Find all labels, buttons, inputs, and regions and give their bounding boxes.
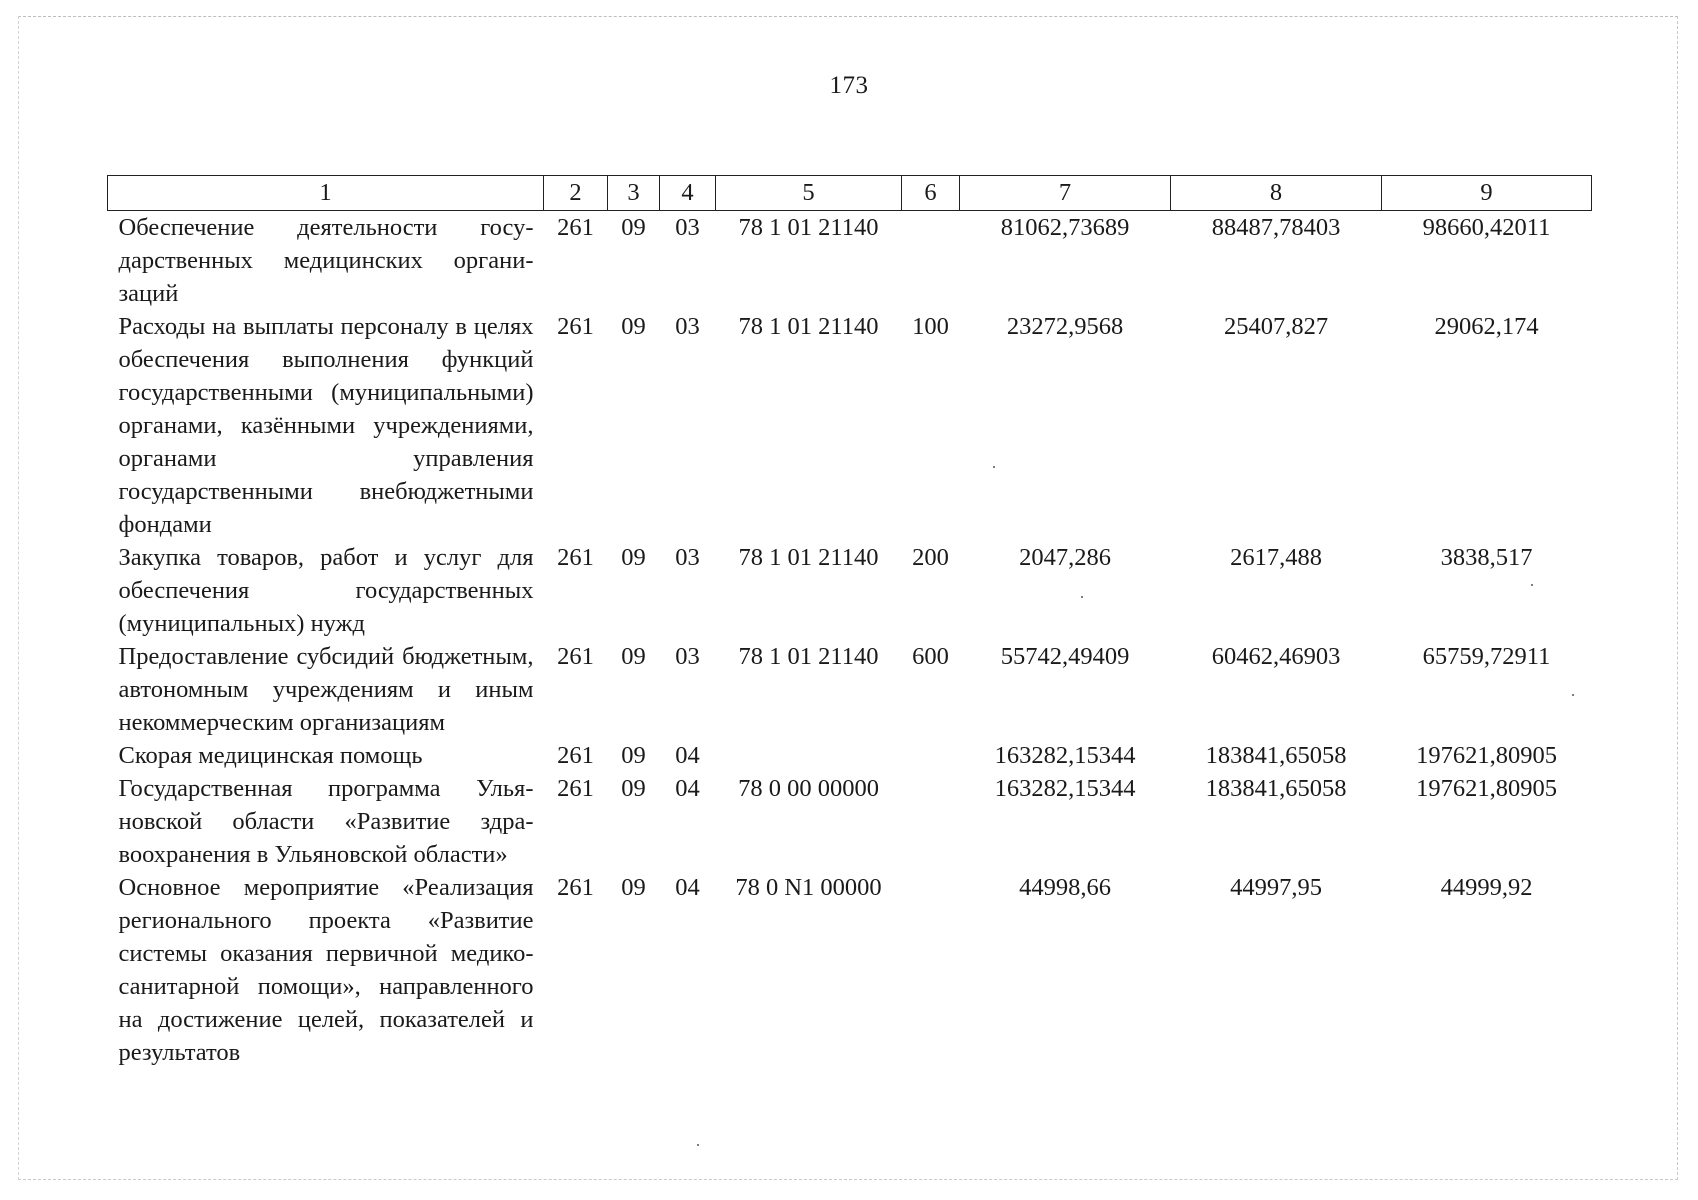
row-description: Государственная программа Ульяновской области «Развитие здравоохранения в Ульяновской области» <box>118 775 534 868</box>
row-amount-col7: 44998,66 <box>1019 874 1111 901</box>
row-description: Предоставление субсидий бюджетным, автономным учреждениям и иным некоммерческим организациям <box>118 643 534 736</box>
column-header-2: 2 <box>544 176 608 211</box>
row-section-code: 09 <box>621 313 646 340</box>
row-amount-col7: 163282,15344 <box>994 742 1136 769</box>
row-amount-col9: 197621,80905 <box>1416 742 1557 769</box>
row-amount-col8: 183841,65058 <box>1205 775 1347 802</box>
row-amount-col7: 2047,286 <box>1019 544 1111 571</box>
scan-speck <box>1531 584 1533 586</box>
scan-speck <box>697 1144 699 1146</box>
row-section-code: 09 <box>621 214 646 241</box>
scan-speck <box>1572 694 1574 696</box>
row-expense-type <box>902 871 960 1069</box>
row-subsection-code: 03 <box>675 643 700 670</box>
table-row <box>108 640 1592 739</box>
row-ministry-code: 261 <box>557 742 594 769</box>
row-subsection-code: 04 <box>675 742 700 769</box>
row-target-article: 78 1 01 21140 <box>738 544 879 571</box>
column-header-5: 5 <box>716 176 902 211</box>
row-amount-col9: 3838,517 <box>1440 544 1533 571</box>
header-row <box>108 176 1592 211</box>
row-expense-type <box>902 772 960 871</box>
row-subsection-code: 04 <box>675 775 700 802</box>
column-header-1: 1 <box>108 176 544 211</box>
scan-speck <box>1081 596 1083 598</box>
table-row <box>108 211 1592 311</box>
row-subsection-code: 03 <box>675 313 700 340</box>
row-target-article: 78 1 01 21140 <box>738 313 879 340</box>
row-ministry-code: 261 <box>557 643 594 670</box>
row-target-article: 78 0 N1 00000 <box>735 874 882 901</box>
row-expense-type <box>902 211 960 311</box>
row-amount-col9: 197621,80905 <box>1416 775 1557 802</box>
row-amount-col9: 65759,72911 <box>1422 643 1551 670</box>
row-subsection-code: 03 <box>675 544 700 571</box>
table-row <box>108 772 1592 871</box>
row-amount-col8: 60462,46903 <box>1211 643 1341 670</box>
row-ministry-code: 261 <box>557 775 594 802</box>
column-header-9: 9 <box>1382 176 1592 211</box>
row-expense-type <box>902 739 960 772</box>
row-target-article: 78 1 01 21140 <box>738 643 879 670</box>
row-amount-col9: 29062,174 <box>1434 313 1539 340</box>
column-header-4: 4 <box>660 176 716 211</box>
row-ministry-code: 261 <box>557 544 594 571</box>
row-target-article: 78 0 00 00000 <box>738 775 879 802</box>
row-expense-type: 600 <box>912 643 949 670</box>
table-row <box>108 541 1592 640</box>
row-expense-type: 100 <box>912 313 949 340</box>
row-amount-col7: 163282,15344 <box>994 775 1136 802</box>
column-header-6: 6 <box>902 176 960 211</box>
row-amount-col8: 88487,78403 <box>1211 214 1341 241</box>
table-row <box>108 871 1592 1069</box>
row-section-code: 09 <box>621 874 646 901</box>
scan-speck <box>993 466 995 468</box>
row-description: Скорая медицинская помощь <box>118 742 423 769</box>
table-row <box>108 310 1592 541</box>
page-number: 173 <box>829 72 869 99</box>
row-expense-type: 200 <box>912 544 949 571</box>
column-header-8: 8 <box>1171 176 1382 211</box>
column-header-3: 3 <box>608 176 660 211</box>
row-ministry-code: 261 <box>557 874 594 901</box>
row-description: Расходы на выплаты персоналу в целях обеспечения выполнения функций государственными (муниципальными) органами, казёнными учреждениями, органами управления государственными внебюджетными фондами <box>118 313 534 538</box>
table-header <box>108 176 1592 211</box>
row-amount-col9: 98660,42011 <box>1422 214 1551 241</box>
table-body <box>108 211 1592 1070</box>
row-description: Основное мероприятие «Реализация регионального проекта «Развитие системы оказания первичной медико-санитарной помощи», направленного на достижение целей, показателей и результатов <box>118 874 534 1066</box>
row-amount-col7: 55742,49409 <box>1000 643 1130 670</box>
row-section-code: 09 <box>621 775 646 802</box>
row-amount-col7: 23272,9568 <box>1006 313 1124 340</box>
row-amount-col9: 44999,92 <box>1440 874 1533 901</box>
row-subsection-code: 03 <box>675 214 700 241</box>
row-section-code: 09 <box>621 742 646 769</box>
row-amount-col8: 2617,488 <box>1230 544 1322 571</box>
row-amount-col8: 183841,65058 <box>1205 742 1347 769</box>
row-amount-col8: 25407,827 <box>1223 313 1329 340</box>
row-subsection-code: 04 <box>675 874 700 901</box>
row-amount-col7: 81062,73689 <box>1000 214 1130 241</box>
row-description: Обеспечение деятельности государственных медицинских организаций <box>118 214 534 307</box>
row-amount-col8: 44997,95 <box>1230 874 1322 901</box>
row-target-article <box>716 739 902 772</box>
row-section-code: 09 <box>621 544 646 571</box>
budget-table <box>107 175 1592 1069</box>
row-ministry-code: 261 <box>557 214 594 241</box>
row-description: Закупка товаров, работ и услуг для обеспечения государственных (муниципальных) нужд <box>118 544 534 637</box>
row-ministry-code: 261 <box>557 313 594 340</box>
row-target-article: 78 1 01 21140 <box>738 214 879 241</box>
column-header-7: 7 <box>960 176 1171 211</box>
row-section-code: 09 <box>621 643 646 670</box>
table-row <box>108 739 1592 772</box>
